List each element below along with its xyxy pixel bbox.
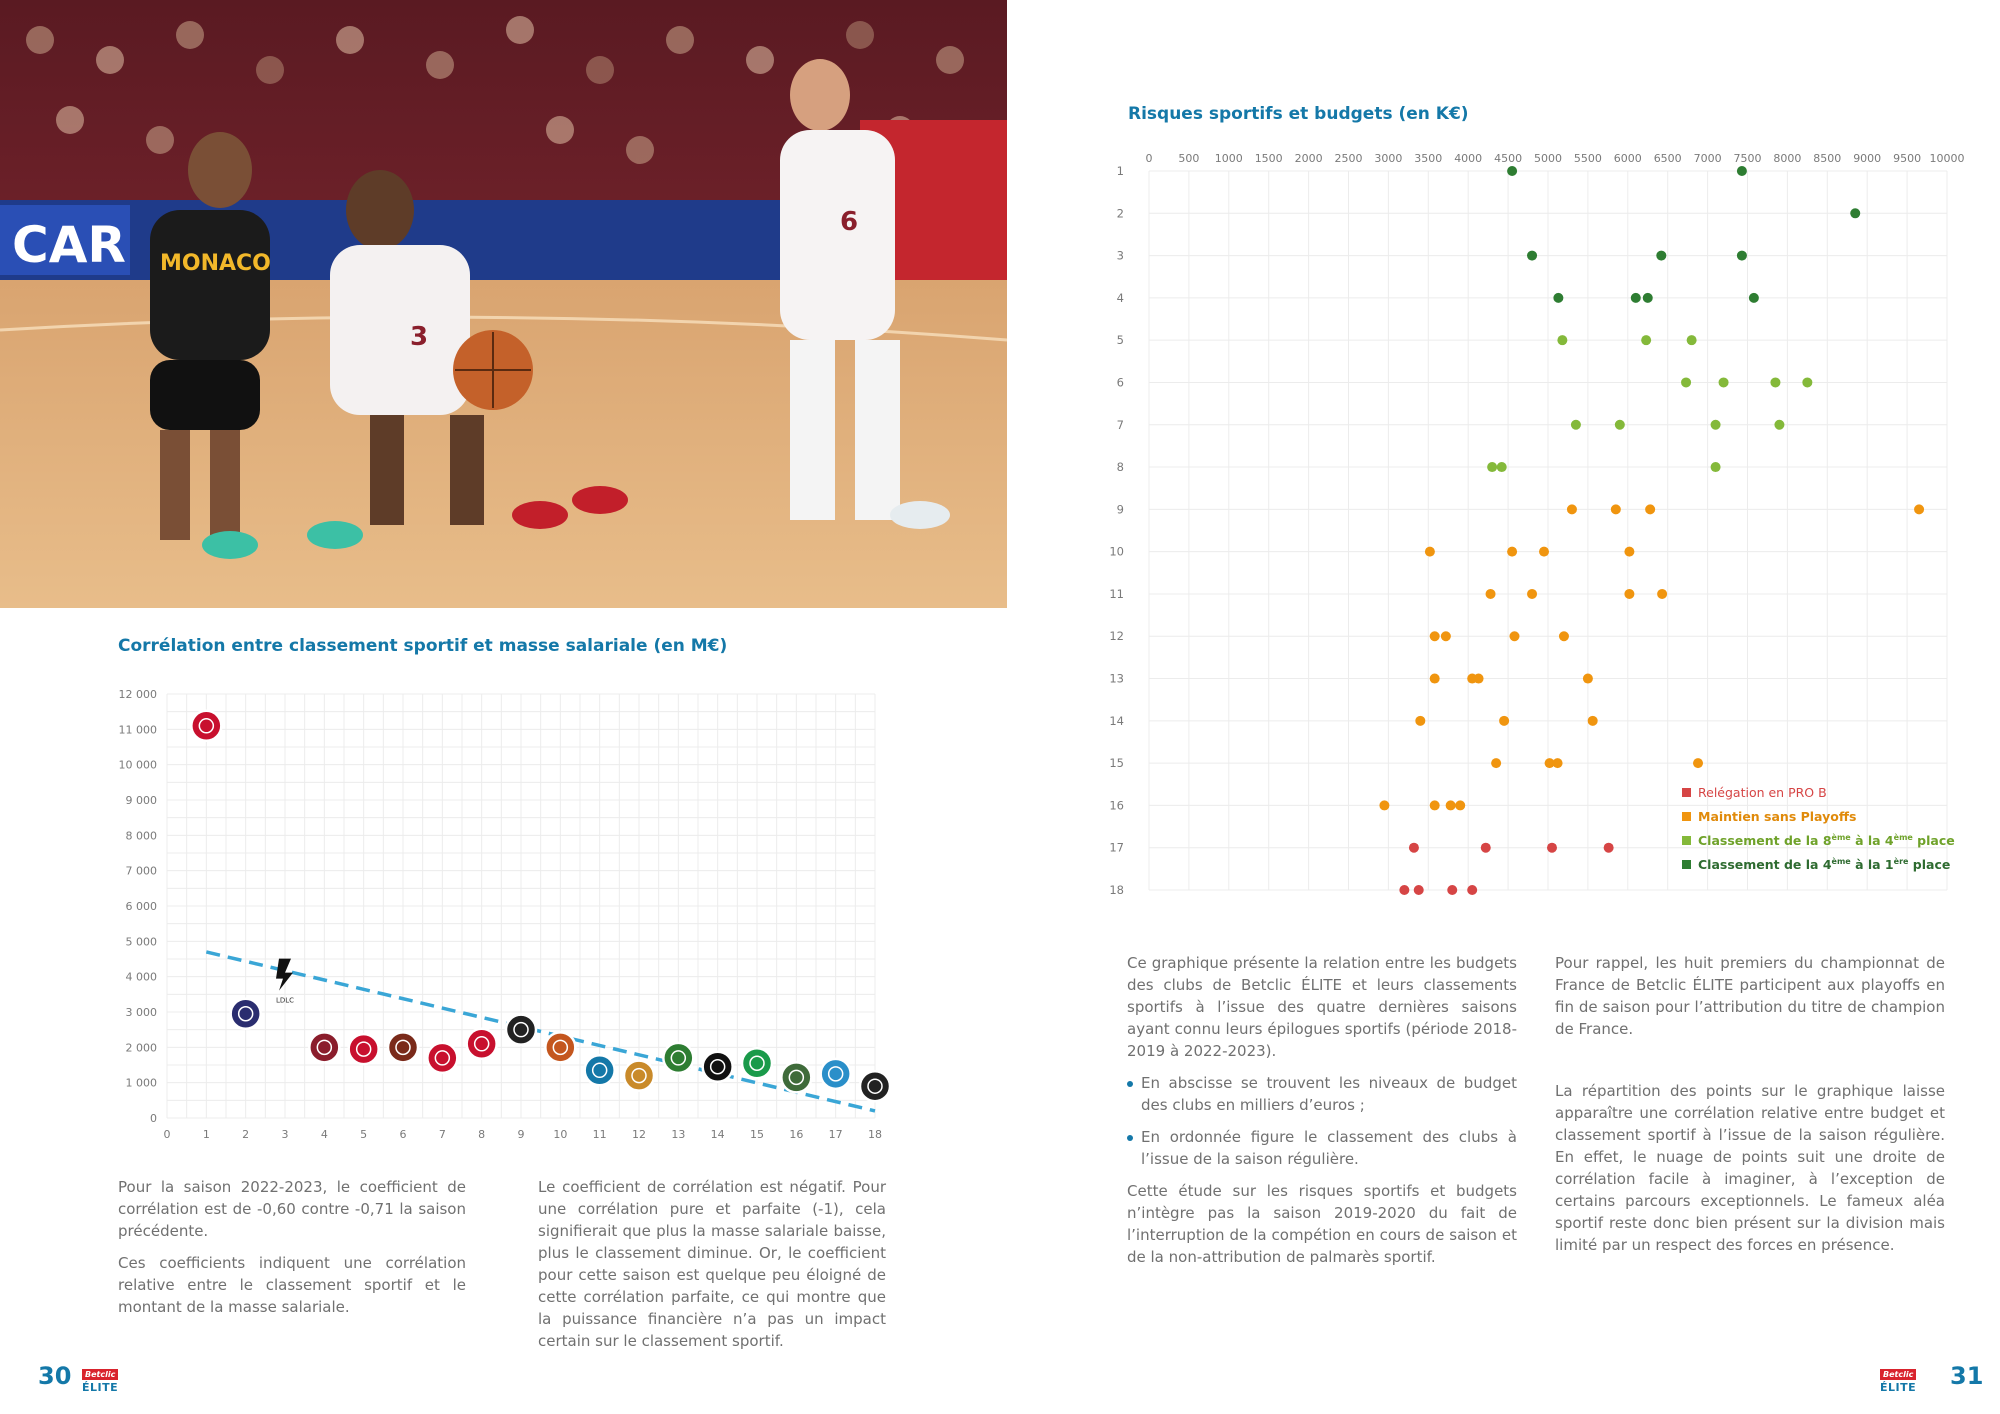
data-point: [1770, 377, 1780, 387]
betclic-elite-logo-left: [82, 1362, 118, 1394]
data-point: [1645, 504, 1655, 514]
x-tick-label: 0: [163, 1128, 171, 1141]
logo-shape: [231, 999, 261, 1029]
data-point: [1430, 631, 1440, 641]
grid: [1149, 171, 1947, 890]
y-tick-label: 8: [1116, 460, 1124, 475]
y-tick-label: 12 000: [118, 688, 157, 701]
budget-risk-chart: [1109, 140, 1965, 900]
club-logo-icon: [703, 1052, 733, 1082]
data-point: [1379, 800, 1389, 810]
y-tick-label: 2 000: [125, 1041, 157, 1055]
x-tick-label: 1000: [1214, 152, 1243, 165]
club-logo-icon: [663, 1043, 693, 1073]
logo-shape: [781, 1062, 811, 1092]
data-point: [1481, 843, 1491, 853]
data-point: [1588, 716, 1598, 726]
x-axis-ticks: [1146, 152, 1965, 165]
legend-swatch-relegation: [1682, 788, 1691, 797]
data-point: [1567, 504, 1577, 514]
right-chart-title: Risques sportifs et budgets (en K€): [1128, 104, 1469, 124]
data-point: [1455, 800, 1465, 810]
y-tick-label: 1 000: [125, 1076, 157, 1090]
x-tick-label: 500: [1178, 152, 1200, 165]
page-number-left: 30: [38, 1362, 72, 1390]
x-tick-label: 10: [553, 1128, 568, 1141]
x-tick-label: 4500: [1494, 152, 1523, 165]
correlation-chart: [110, 680, 890, 1180]
club-logo-icon: [191, 711, 221, 741]
brand-bottom: ÉLITE: [82, 1381, 119, 1394]
club-logo-icon: [585, 1055, 615, 1085]
page-number-right: 31: [1950, 1362, 1984, 1390]
data-point: [1430, 674, 1440, 684]
brand-top: Betclic: [1880, 1369, 1916, 1380]
y-tick-label: 10 000: [118, 758, 157, 772]
x-tick-label: 2500: [1334, 152, 1363, 165]
data-point: [1719, 377, 1729, 387]
y-tick-label: 2: [1116, 206, 1124, 221]
y-tick-label: 6: [1116, 375, 1124, 390]
data-point: [1604, 843, 1614, 853]
paragraph: Pour rappel, les huit premiers du championnat de France de Betclic ÉLITE participent aux playoffs en fin de saison pour l’attribution du titre de champion de France.: [1555, 954, 1945, 1038]
x-tick-label: 6000: [1613, 152, 1642, 165]
data-point: [1681, 377, 1691, 387]
left-text-col2: [538, 1176, 886, 1362]
x-tick-label: 2000: [1294, 152, 1323, 165]
data-point: [1557, 335, 1567, 345]
club-logo-icon: [231, 999, 261, 1029]
y-tick-label: 12: [1109, 629, 1124, 644]
logo-shape: [624, 1061, 654, 1091]
data-point: [1711, 420, 1721, 430]
y-tick-label: 4 000: [125, 970, 157, 984]
y-tick-label: 9 000: [125, 794, 157, 807]
data-point: [1571, 420, 1581, 430]
club-logo-icon: [427, 1043, 457, 1073]
logo-shape: [467, 1029, 497, 1059]
y-tick-label: 0: [150, 1112, 157, 1125]
x-tick-label: 15: [750, 1128, 764, 1141]
data-point: [1802, 377, 1812, 387]
right-text-col1: [1127, 952, 1517, 1278]
data-point: [1657, 589, 1667, 599]
paragraph: Le coefficient de corrélation est négatif. Pour une corrélation pure et parfaite (-1), cela signifierait que plus la masse salariale baisse, plus le classement diminue. Or, le coefficient pour cette saison est quelque peu éloigné de cette corrélation parfaite, ce qui montre que la puissance financière n’a pas un impact certain sur le classement sportif.: [538, 1178, 886, 1350]
x-tick-label: 1: [202, 1128, 210, 1141]
data-point: [1399, 885, 1409, 895]
data-point: [1491, 758, 1501, 768]
logo-shape: [388, 1032, 418, 1062]
club-logo-icon: [309, 1032, 339, 1062]
left-chart-title: Corrélation entre classement sportif et masse salariale (en M€): [118, 636, 728, 656]
x-tick-label: 9000: [1853, 152, 1882, 165]
x-tick-label: 8: [478, 1128, 486, 1141]
y-tick-label: 5: [1116, 333, 1124, 348]
logo-shape: [309, 1032, 339, 1062]
y-tick-label: 18: [1109, 883, 1124, 897]
basketball-scene: [0, 0, 1007, 608]
logo-shape: [663, 1043, 693, 1073]
y-axis-ticks: [1109, 164, 1124, 897]
y-tick-label: 7: [1116, 417, 1124, 432]
data-point: [1467, 885, 1477, 895]
data-point: [1643, 293, 1653, 303]
club-logo-icon: [624, 1061, 654, 1091]
ldlc-label: LDLC: [275, 996, 295, 1005]
data-point: [1547, 843, 1557, 853]
betclic-elite-logo-right: [1880, 1362, 1916, 1394]
y-tick-label: 11: [1109, 586, 1124, 601]
x-tick-label: 8500: [1813, 152, 1842, 165]
brand-bottom: ÉLITE: [1880, 1381, 1917, 1394]
y-axis-ticks: [119, 688, 158, 1125]
x-axis-ticks: [164, 1128, 883, 1141]
x-tick-label: 4: [320, 1128, 328, 1141]
data-point: [1641, 335, 1651, 345]
data-point: [1693, 758, 1703, 768]
data-point: [1553, 758, 1563, 768]
x-tick-label: 16: [789, 1128, 804, 1141]
data-point: [1559, 631, 1569, 641]
x-tick-label: 2: [242, 1128, 250, 1141]
y-tick-label: 1: [1116, 164, 1124, 178]
right-text-col2: [1555, 952, 1945, 1266]
jersey-left-text: MONACO: [160, 251, 271, 276]
club-logo-icon: [388, 1032, 418, 1062]
y-tick-label: 9: [1116, 502, 1124, 517]
data-point: [1539, 547, 1549, 557]
data-point: [1446, 800, 1456, 810]
data-point: [1409, 843, 1419, 853]
logo-shape: [427, 1043, 457, 1073]
y-tick-label: 13: [1109, 671, 1124, 686]
data-point: [1774, 420, 1784, 430]
data-point: [1430, 800, 1440, 810]
y-tick-label: 7 000: [125, 864, 157, 878]
data-point: [1850, 208, 1860, 218]
data-point: [1611, 504, 1621, 514]
data-point: [1656, 251, 1666, 261]
data-point: [1507, 547, 1517, 557]
logo-shape: [349, 1034, 379, 1064]
data-point: [1425, 547, 1435, 557]
data-points: [1379, 166, 1924, 895]
y-tick-label: 3: [1116, 248, 1124, 263]
data-point: [1711, 462, 1721, 472]
club-logo-icon: [506, 1015, 536, 1045]
club-logo-icon: [467, 1029, 497, 1059]
logo-shape: [860, 1071, 890, 1101]
logo-shape: [545, 1032, 575, 1062]
club-logo-icon: [276, 959, 294, 1005]
legend-class-8-4: Classement de la 8ème à la 4ème place: [1698, 833, 1955, 848]
data-point: [1737, 166, 1747, 176]
logo-shape: [585, 1055, 615, 1085]
paragraph: La répartition des points sur le graphique laisse apparaître une corrélation relative entre budget et classement sportif à l’issue de la saison régulière. En effet, le nuage de points suit une droite de corrélation facile à imaginer, à l’exception de certains parcours exceptionnels. Le fameux aléa sportif reste donc bien présent sur la division mais limité par un respect des forces en présence.: [1555, 1082, 1945, 1254]
legend-swatch-maintien: [1682, 812, 1691, 821]
club-logo-icon: [742, 1048, 772, 1078]
data-point: [1486, 589, 1496, 599]
data-point: [1487, 462, 1497, 472]
data-point: [1631, 293, 1641, 303]
x-tick-label: 3: [281, 1128, 289, 1141]
x-tick-label: 7000: [1693, 152, 1722, 165]
x-tick-label: 9500: [1893, 152, 1922, 165]
x-tick-label: 3000: [1374, 152, 1403, 165]
logo-shape: [191, 711, 221, 741]
left-text-col1: [118, 1176, 466, 1328]
x-tick-label: 8000: [1773, 152, 1802, 165]
data-point: [1414, 885, 1424, 895]
data-point: [1624, 547, 1634, 557]
data-point: [1737, 251, 1747, 261]
x-tick-label: 5000: [1534, 152, 1562, 165]
x-tick-label: 3500: [1414, 152, 1443, 165]
x-tick-label: 10000: [1929, 152, 1965, 165]
data-point: [1624, 589, 1634, 599]
logo-shape: [506, 1015, 536, 1045]
data-point: [1749, 293, 1759, 303]
data-point: [1497, 462, 1507, 472]
data-point: [1553, 293, 1563, 303]
x-tick-label: 1500: [1254, 152, 1283, 165]
x-tick-label: 13: [671, 1128, 686, 1141]
legend-maintien: Maintien sans Playoffs: [1698, 809, 1857, 824]
data-point: [1914, 504, 1924, 514]
x-tick-label: 17: [828, 1128, 843, 1141]
x-tick-label: 6500: [1653, 152, 1682, 165]
y-tick-label: 3 000: [125, 1006, 157, 1019]
x-tick-label: 0: [1145, 152, 1153, 165]
data-point: [1507, 166, 1517, 176]
data-point: [1583, 674, 1593, 684]
data-point: [1447, 885, 1457, 895]
y-tick-label: 5 000: [125, 935, 157, 949]
paragraph: Cette étude sur les risques sportifs et budgets n’intègre pas la saison 2019-2020 du fait de l’interruption de la compétion en cours de saison et de la non-attribution de palmarès sportif.: [1127, 1182, 1517, 1266]
data-point: [1687, 335, 1697, 345]
data-point: [1615, 420, 1625, 430]
brand-top: Betclic: [82, 1369, 118, 1380]
legend-class-4-1: Classement de la 4ème à la 1ère place: [1698, 857, 1951, 872]
club-logo-icon: [781, 1062, 811, 1092]
x-tick-label: 18: [868, 1128, 882, 1141]
paragraph: Ce graphique présente la relation entre les budgets des clubs de Betclic ÉLITE et leurs classements sportifs à l’issue des quatre dernières saisons ayant connu leurs épilogues sportifs (période 2018-2019 à 2022-2023).: [1127, 954, 1517, 1060]
logo-shape: [703, 1052, 733, 1082]
data-point: [1499, 716, 1509, 726]
x-tick-label: 11: [592, 1128, 607, 1141]
x-tick-label: 4000: [1454, 152, 1483, 165]
club-logo-icon: [821, 1059, 851, 1089]
legend-swatch-class-4-1: [1682, 860, 1691, 869]
x-tick-label: 5: [360, 1128, 368, 1141]
basketball-photo: [0, 0, 1007, 608]
legend-swatch-class-8-4: [1682, 836, 1691, 845]
club-logo-icon: [349, 1034, 379, 1064]
y-tick-label: 6 000: [125, 900, 157, 913]
x-tick-label: 6: [399, 1128, 407, 1141]
x-tick-label: 14: [710, 1128, 725, 1141]
paragraph: Ces coefficients indiquent une corrélation relative entre le classement sportif et le montant de la masse salariale.: [118, 1254, 466, 1316]
x-tick-label: 9: [517, 1128, 525, 1141]
bullet-item: En ordonnée figure le classement des clubs à l’issue de la saison régulière.: [1127, 1126, 1517, 1170]
y-tick-label: 17: [1109, 840, 1124, 855]
data-point: [1527, 589, 1537, 599]
jersey-mid-text: 3: [410, 322, 429, 352]
club-logo-icon: [860, 1071, 890, 1101]
y-tick-label: 4: [1116, 290, 1124, 305]
club-logo-icon: [545, 1032, 575, 1062]
legend-relegation: Relégation en PRO B: [1698, 785, 1827, 800]
legend: [1682, 785, 1955, 872]
x-tick-label: 12: [632, 1128, 646, 1141]
banner-text: CAR: [12, 216, 126, 274]
y-tick-label: 8 000: [125, 829, 157, 843]
jersey-right-text: 6: [840, 207, 859, 237]
x-tick-label: 7: [438, 1128, 446, 1141]
data-point: [1441, 631, 1451, 641]
logo-shape: [742, 1048, 772, 1078]
data-point: [1415, 716, 1425, 726]
x-tick-label: 5500: [1573, 152, 1602, 165]
y-tick-label: 11 000: [118, 723, 157, 737]
y-tick-label: 16: [1109, 798, 1124, 813]
x-tick-label: 7500: [1733, 152, 1762, 165]
paragraph: Pour la saison 2022-2023, le coefficient de corrélation est de -0,60 contre -0,71 la saison précédente.: [118, 1178, 466, 1240]
data-point: [1474, 674, 1484, 684]
y-tick-label: 14: [1109, 713, 1124, 728]
bullet-item: En abscisse se trouvent les niveaux de budget des clubs en milliers d’euros ;: [1127, 1072, 1517, 1116]
logo-shape: [821, 1059, 851, 1089]
data-point: [1509, 631, 1519, 641]
y-tick-label: 15: [1109, 756, 1124, 771]
data-point: [1527, 251, 1537, 261]
y-tick-label: 10: [1109, 544, 1124, 559]
